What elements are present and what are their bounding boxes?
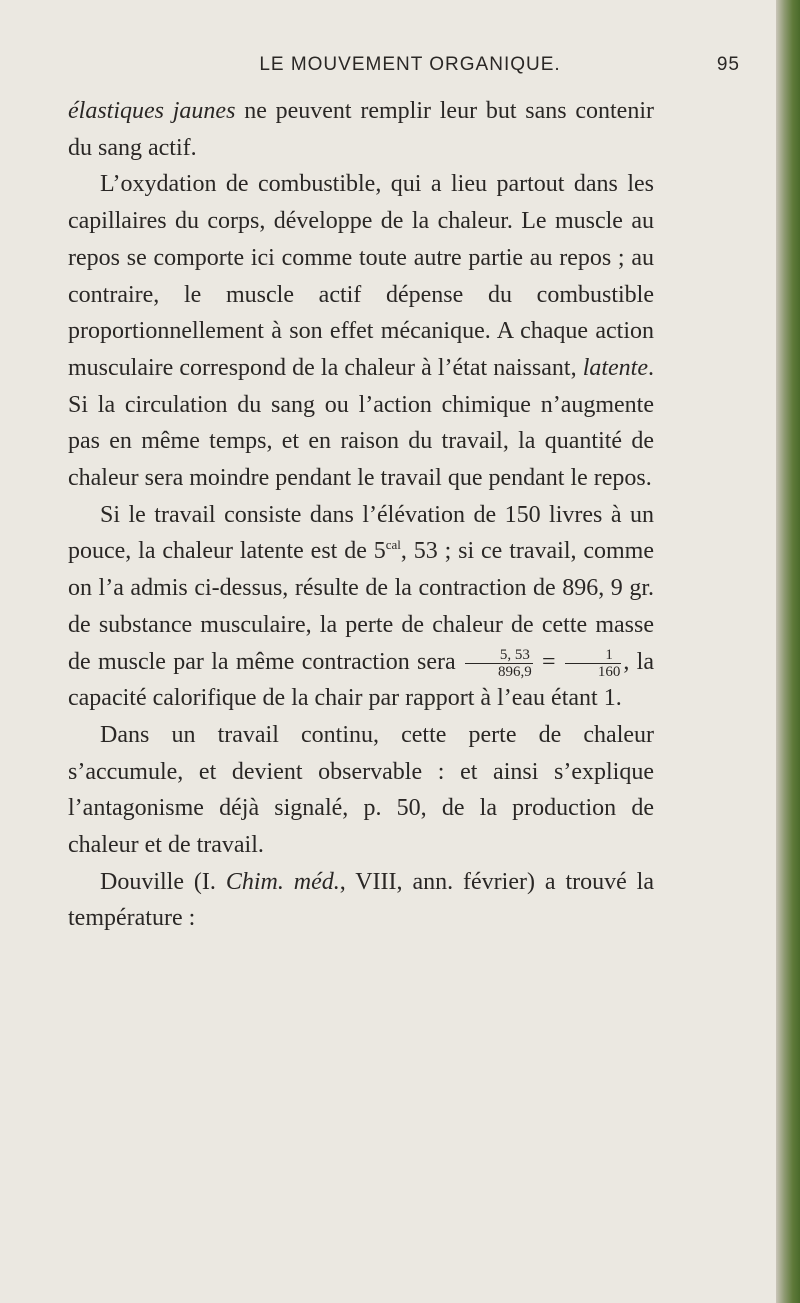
italic-citation: Chim. méd. bbox=[225, 868, 340, 895]
fraction-1-denominator: 896,9 bbox=[497, 663, 532, 680]
italic-term: élastiques jaunes bbox=[68, 98, 236, 124]
body-text bbox=[68, 93, 654, 937]
paragraph-3-text-b: , 53 ; si ce travail, comme on l’a admis ci-dessus, résulte de la contraction de 896, 9 gr. de substance musculaire, la perte de chaleur de cette masse de muscle par la même contraction sera bbox=[68, 538, 654, 675]
paragraph-1 bbox=[68, 93, 654, 166]
fraction-1 bbox=[465, 647, 533, 680]
paragraph-1-text: ne peuvent remplir leur but sans contenir du sang actif. bbox=[68, 98, 654, 161]
paragraph-3-text-a: Si le travail consiste dans l’élévation de 150 livres à un pouce, la chaleur latente est de 5 bbox=[68, 501, 654, 565]
paragraph-3 bbox=[68, 497, 654, 717]
paragraph-2-text-a: L’oxydation de combustible, qui a lieu partout dans les capillaires du corps, développe de la chaleur. Le muscle au repos se comporte ici comme toute autre partie au repos ; au contraire, le muscle actif dépense du combustible proportionnellement à son effet mécanique. A chaque action musculaire correspond de la chaleur à l’état naissant, bbox=[68, 171, 654, 381]
page-edge bbox=[776, 0, 800, 1303]
fraction-2 bbox=[565, 647, 622, 680]
paragraph-5-text-a: Douville (I. bbox=[100, 868, 226, 895]
superscript-cal: cal bbox=[385, 537, 401, 553]
paragraph-5-text-b: , VIII, ann. février) a trouvé la température : bbox=[68, 868, 654, 932]
paragraph-4: Dans un travail continu, cette perte de chaleur s’accumule, et devient observable : et ainsi s’explique l’antagonisme déjà signalé, p. 50, de la production de chaleur et de travail. bbox=[68, 721, 654, 859]
paragraph-3-text-c: , la capacité calorifique de la chair par rapport à l’eau étant 1. bbox=[68, 648, 654, 712]
paragraph-2-text-b: . Si la circulation du sang ou l’action chimique n’augmente pas en même temps, et en raison du travail, la quantité de chaleur sera moindre pendant le travail que pendant le repos. bbox=[68, 354, 654, 492]
running-head: LE MOUVEMENT ORGANIQUE. bbox=[259, 54, 561, 75]
paragraph-2 bbox=[68, 166, 654, 496]
fraction-2-denominator: 160 bbox=[597, 663, 621, 680]
page-number: 95 bbox=[716, 54, 740, 75]
fraction-1-numerator: 5, 53 bbox=[465, 647, 533, 664]
equals-sign: = bbox=[534, 648, 563, 675]
paragraph-5 bbox=[68, 864, 654, 937]
fraction-2-numerator: 1 bbox=[565, 647, 622, 664]
page-header bbox=[70, 54, 750, 84]
italic-latente: latente bbox=[582, 354, 648, 381]
